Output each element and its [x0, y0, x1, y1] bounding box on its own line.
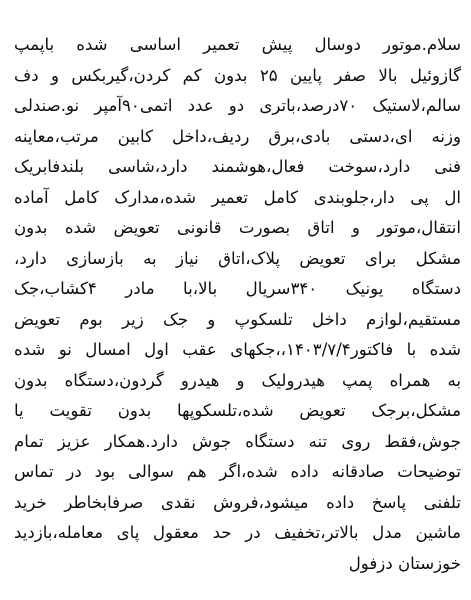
- post-line: ماشین مدل بالاتر،تخفیف در حد معقول پای معامله،بازدید: [14, 523, 461, 542]
- post-line: وزنه ای،دستی بادی،برق ردیف،داخل کابین مرتب،معاینه: [14, 126, 461, 146]
- post-line: فنی دارد،سوخت فعال،هوشمند دارد،شاسی بلندفابریک: [14, 157, 461, 176]
- post-line: خوزستان دزفول: [348, 553, 461, 573]
- post-line: ال پی دار،جلوبندی کامل تعمیر شده،مدارک کامل آماده: [14, 187, 461, 207]
- post-line: دستگاه یونیک ۳۴۰سریال بالا،با مادر ۴کشاب،جک: [14, 279, 461, 298]
- post-line: تلفنی پاسخ داده میشود،فروش نقدی صرفابخاطر خرید: [14, 492, 461, 512]
- post-line: شده با فاکتور۱۴۰۳/۷/۴،،جکهای عقب اول امسال نو شده: [14, 340, 461, 359]
- post-line: به همراه پمپ هیدرولیک و هیدرو گردون،دستگاه بدون: [14, 370, 461, 390]
- post-line: مشکل برای تعویض پلاک،اتاق نیاز به بازسازی دارد،: [14, 248, 461, 268]
- post-line: مشکل،برجک تعویض شده،تلسکوپها بدون تقویت یا: [14, 401, 461, 420]
- post-line: سلام.موتور دوسال پیش تعمیر اساسی شده باپمپ: [14, 35, 461, 54]
- post-line: گازوئیل بالا صفر پایین ۲۵ بدون کم کردن،گیربکس و دف: [14, 65, 461, 85]
- post-line: مستقیم،لوازم داخل تلسکوپ و جک زیر بوم تعویض: [14, 309, 461, 329]
- post-line: انتقال،موتور و اتاق بصورت قانونی تعویض شده بدون: [14, 218, 461, 237]
- post-line: توضیحات صادقانه داده شده،اگر هم سوالی بود در تماس: [14, 462, 461, 481]
- post-line: جوش،فقط روی تنه دستگاه جوش دارد.همکار عزیز تمام: [14, 431, 461, 451]
- post-line: سالم،لاستیک ۷۰درصد،باتری دو عدد اتمی۹۰آمپر نو.صندلی: [14, 96, 461, 115]
- post-description: [14, 30, 461, 579]
